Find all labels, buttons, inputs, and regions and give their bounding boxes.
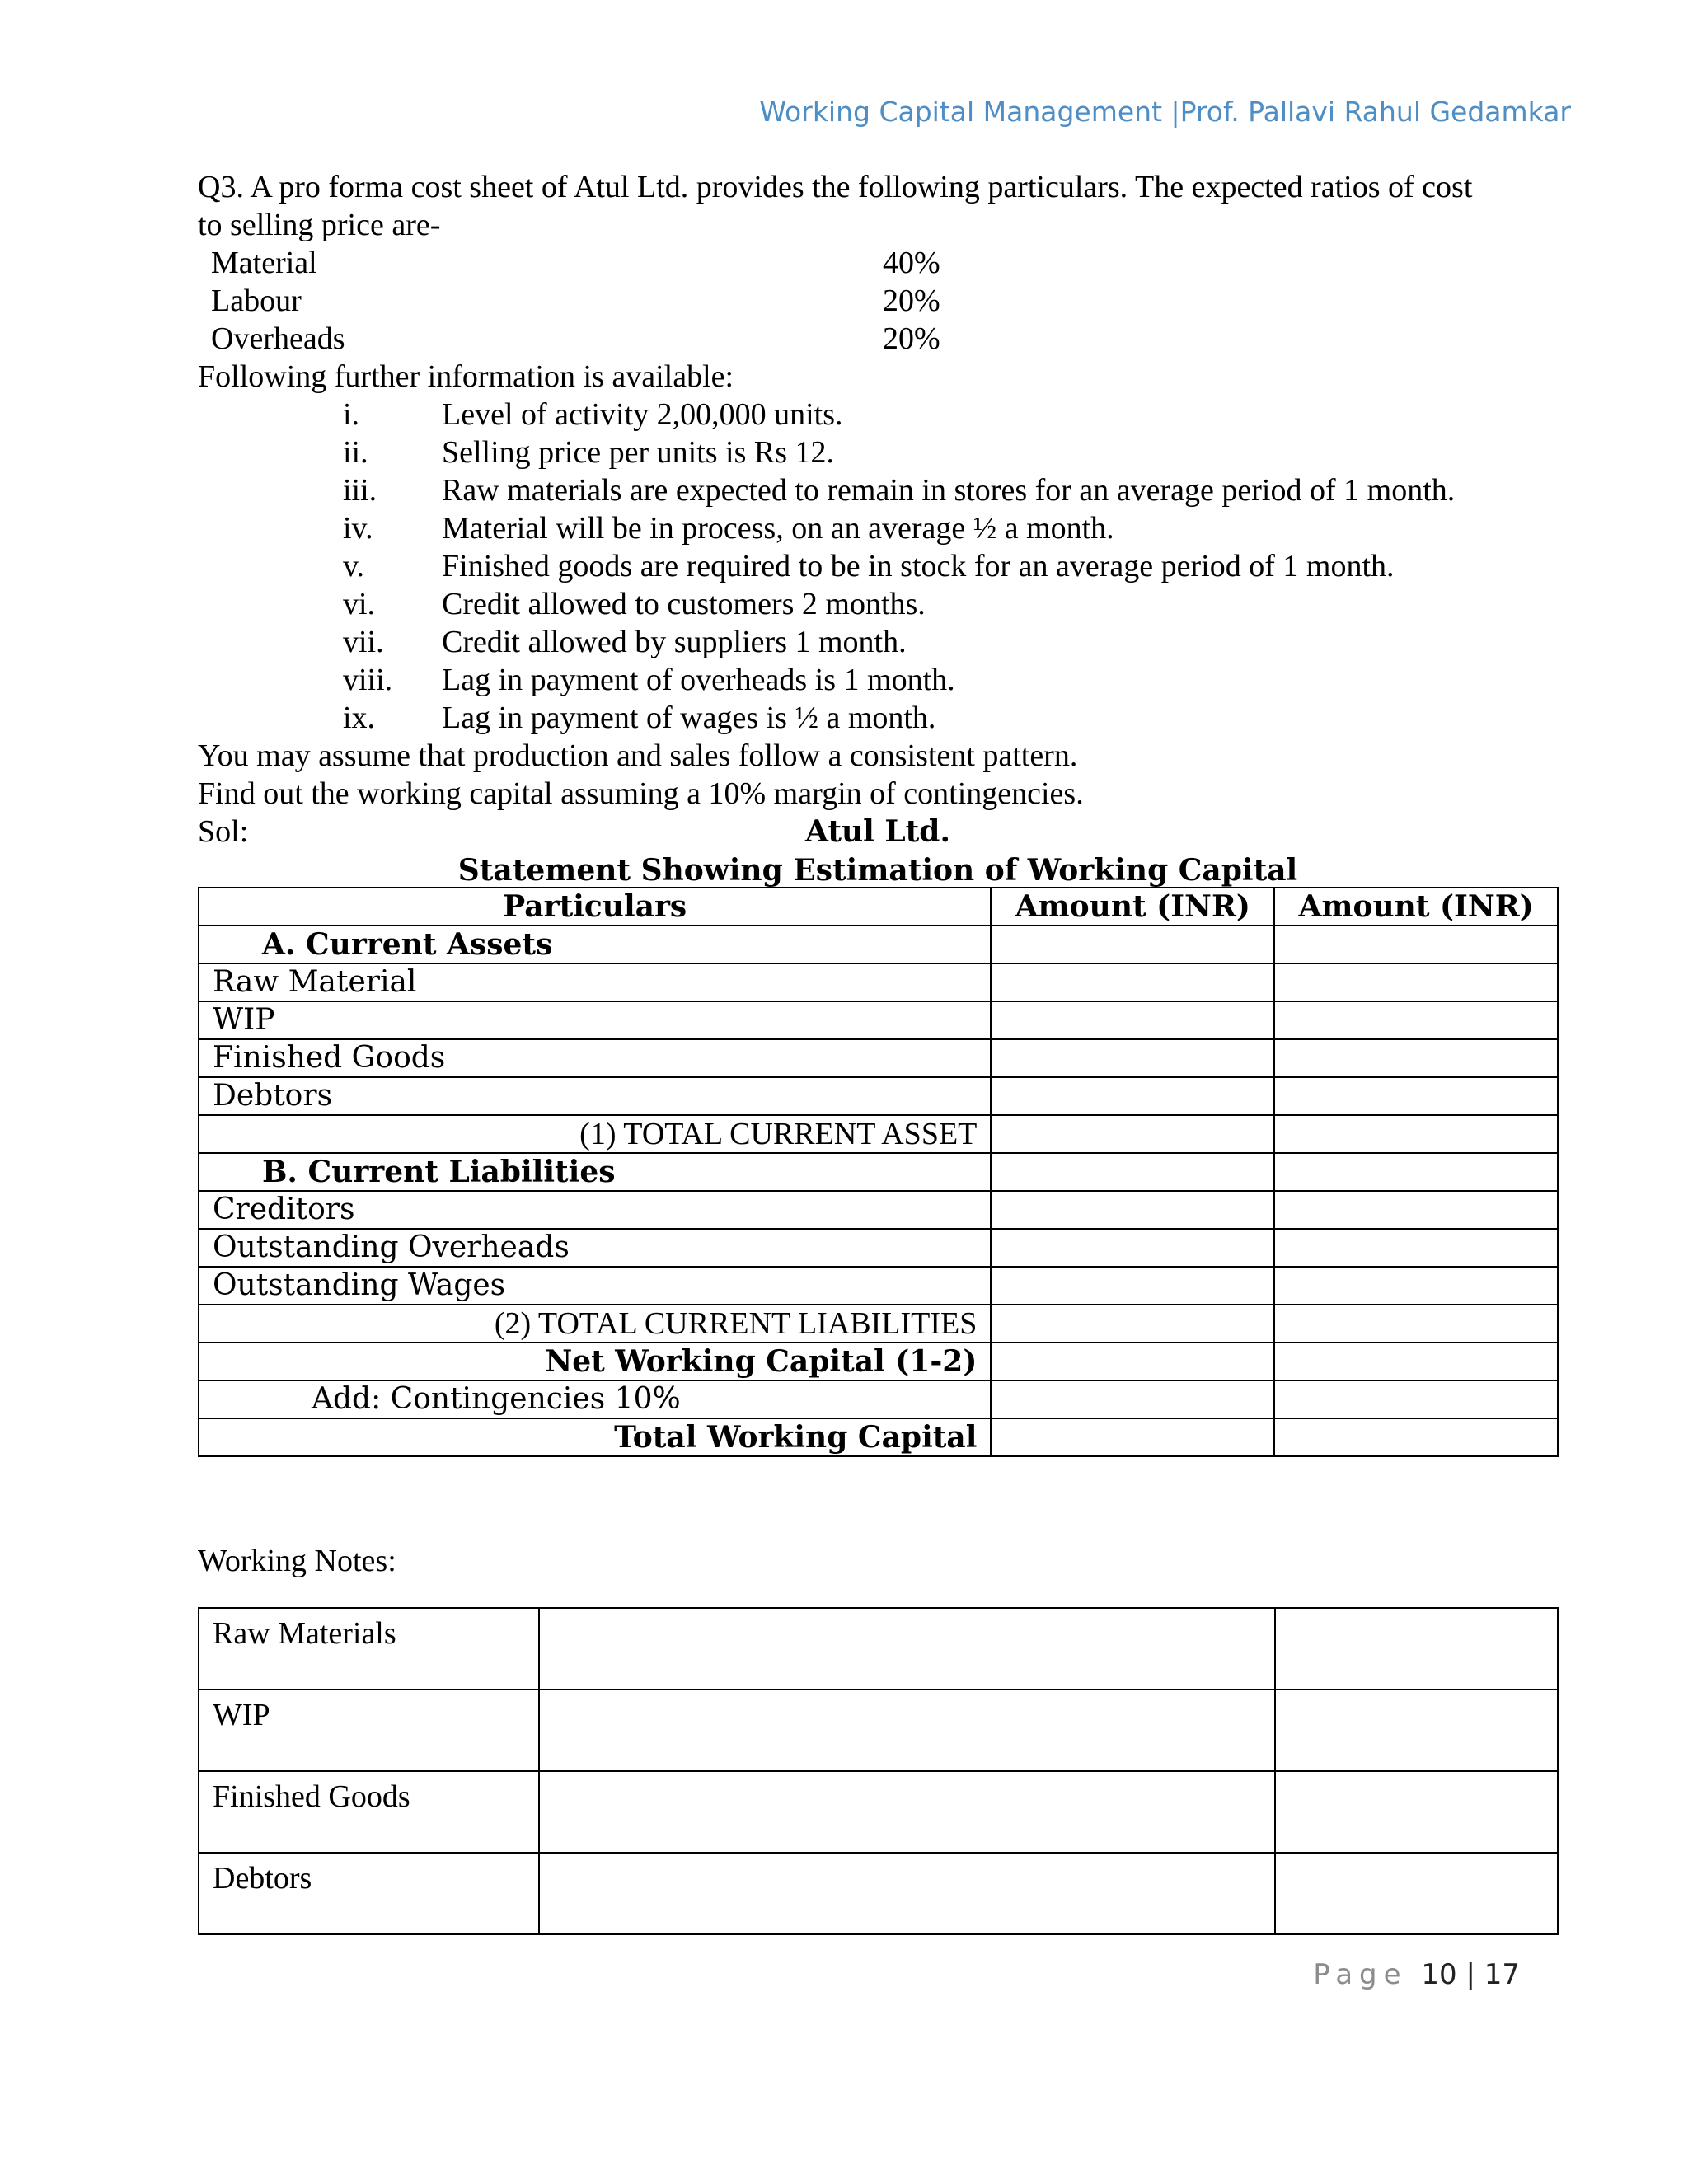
info-item-text: Level of activity 2,00,000 units. [442, 397, 843, 432]
table-row [199, 1115, 1558, 1153]
add-contingencies-label: Add: Contingencies 10% [199, 1380, 991, 1418]
working-note-label: Finished Goods [199, 1771, 539, 1853]
running-header: Working Capital Management |Prof. Pallavi Rahul Gedamkar [759, 96, 1571, 128]
info-item-number: iv. [343, 511, 373, 546]
working-note-calculation-cell [539, 1608, 1274, 1690]
table-row [199, 1380, 1558, 1418]
amount-cell [1274, 963, 1558, 1001]
info-item-text: Credit allowed to customers 2 months. [442, 587, 926, 621]
info-item [198, 547, 1558, 585]
find-line: Find out the working capital assuming a 10% margin of contingencies. [198, 776, 1084, 811]
table-row [199, 963, 1558, 1001]
amount-cell [1274, 1153, 1558, 1191]
table-row [199, 1267, 1558, 1305]
question-block [198, 168, 1558, 890]
ratio-value: 20% [883, 321, 940, 356]
table-row [199, 1191, 1558, 1229]
working-note-amount-cell [1275, 1608, 1558, 1690]
question-intro-line-1: Q3. A pro forma cost sheet of Atul Ltd. provides the following particulars. The expected ratios of cost [198, 170, 1473, 204]
amount-cell [991, 1153, 1274, 1191]
working-notes-heading: Working Notes: [198, 1544, 396, 1578]
column-header-amount: Amount (INR) [991, 888, 1274, 926]
working-note-calculation-cell [539, 1690, 1274, 1771]
total-current-asset-label: (1) TOTAL CURRENT ASSET [199, 1115, 991, 1153]
statement-title: Statement Showing Estimation of Working Capital [457, 853, 1298, 888]
ratio-value: 20% [883, 284, 940, 318]
info-item-number: ix. [343, 701, 376, 735]
page-word: Page [1313, 1958, 1408, 1991]
section-heading-current-liabilities: B. Current Liabilities [199, 1153, 991, 1191]
amount-cell [991, 1191, 1274, 1229]
info-item [198, 585, 1558, 623]
row-label: Outstanding Overheads [199, 1229, 991, 1267]
page-number: 10 [1421, 1958, 1457, 1991]
info-item [198, 623, 1558, 661]
total-current-liabilities-label: (2) TOTAL CURRENT LIABILITIES [199, 1305, 991, 1343]
info-item-text: Material will be in process, on an average ½ a month. [442, 511, 1114, 546]
assumption-line: You may assume that production and sales follow a consistent pattern. [198, 738, 1078, 773]
amount-cell [991, 1305, 1274, 1343]
table-row [199, 1229, 1558, 1267]
question-intro-line-2: to selling price are- [198, 208, 441, 242]
ratio-value: 40% [883, 246, 940, 280]
amount-cell [1274, 1418, 1558, 1456]
amount-cell [991, 1229, 1274, 1267]
amount-cell [1274, 1305, 1558, 1343]
amount-cell [991, 1077, 1274, 1115]
amount-cell [1274, 1229, 1558, 1267]
info-item [198, 471, 1558, 509]
table-row [199, 1001, 1558, 1039]
table-row [199, 1305, 1558, 1343]
amount-cell [1274, 1380, 1558, 1418]
row-label: Finished Goods [199, 1039, 991, 1077]
info-item-text: Finished goods are required to be in stock for an average period of 1 month. [442, 549, 1395, 583]
company-title: Atul Ltd. [805, 814, 950, 849]
info-item-text: Lag in payment of wages is ½ a month. [442, 701, 936, 735]
table-row [199, 1418, 1558, 1456]
amount-cell [1274, 1001, 1558, 1039]
info-item [198, 434, 1558, 471]
table-row [199, 1771, 1558, 1853]
table-row [199, 926, 1558, 963]
info-item-number: vi. [343, 587, 376, 621]
info-item-number: v. [343, 549, 365, 583]
table-row [199, 1077, 1558, 1115]
amount-cell [1274, 926, 1558, 963]
further-info-heading: Following further information is available: [198, 359, 734, 394]
amount-cell [1274, 1267, 1558, 1305]
working-note-calculation-cell [539, 1853, 1274, 1934]
amount-cell [1274, 1115, 1558, 1153]
solution-label: Sol: [198, 814, 249, 849]
info-item [198, 699, 1558, 737]
table-row [199, 1853, 1558, 1934]
amount-cell [1274, 1191, 1558, 1229]
working-note-amount-cell [1275, 1690, 1558, 1771]
info-item-number: i. [343, 397, 360, 432]
page-footer [1313, 1958, 1520, 1991]
info-item-number: ii. [343, 435, 368, 470]
table-row [199, 1039, 1558, 1077]
table-row [199, 1690, 1558, 1771]
page-separator: | [1465, 1958, 1475, 1991]
table-row [199, 1343, 1558, 1380]
solution-line [198, 813, 1558, 851]
amount-cell [991, 926, 1274, 963]
info-item [198, 661, 1558, 699]
amount-cell [991, 1001, 1274, 1039]
working-capital-statement-table [198, 887, 1559, 1457]
row-label: Outstanding Wages [199, 1267, 991, 1305]
amount-cell [991, 1380, 1274, 1418]
ratio-label: Labour [211, 284, 302, 318]
column-header-particulars: Particulars [199, 888, 991, 926]
amount-cell [991, 963, 1274, 1001]
info-item-number: iii. [343, 473, 377, 508]
amount-cell [1274, 1343, 1558, 1380]
amount-cell [1274, 1039, 1558, 1077]
ratio-label: Overheads [211, 321, 345, 356]
amount-cell [1274, 1077, 1558, 1115]
table-row [199, 1608, 1558, 1690]
info-item [198, 509, 1558, 547]
amount-cell [991, 1343, 1274, 1380]
section-heading-current-assets: A. Current Assets [199, 926, 991, 963]
total-working-capital-label: Total Working Capital [199, 1418, 991, 1456]
table-header-row [199, 888, 1558, 926]
ratio-row-material [198, 244, 1558, 282]
amount-cell [991, 1418, 1274, 1456]
working-note-amount-cell [1275, 1853, 1558, 1934]
info-item-number: vii. [343, 625, 384, 659]
page-total: 17 [1484, 1958, 1520, 1991]
info-item-text: Lag in payment of overheads is 1 month. [442, 663, 955, 697]
amount-cell [991, 1267, 1274, 1305]
column-header-amount: Amount (INR) [1274, 888, 1558, 926]
working-note-label: Raw Materials [199, 1608, 539, 1690]
row-label: WIP [199, 1001, 991, 1039]
info-item-number: viii. [343, 663, 393, 697]
working-note-label: Debtors [199, 1853, 539, 1934]
ratio-row-overheads [198, 320, 1558, 358]
ratio-label: Material [211, 246, 317, 280]
row-label: Raw Material [199, 963, 991, 1001]
working-note-calculation-cell [539, 1771, 1274, 1853]
info-item-text: Credit allowed by suppliers 1 month. [442, 625, 907, 659]
working-notes-table [198, 1607, 1559, 1935]
net-working-capital-label: Net Working Capital (1-2) [199, 1343, 991, 1380]
row-label: Creditors [199, 1191, 991, 1229]
ratio-row-labour [198, 282, 1558, 320]
amount-cell [991, 1039, 1274, 1077]
info-item [198, 396, 1558, 434]
row-label: Debtors [199, 1077, 991, 1115]
info-item-text: Raw materials are expected to remain in stores for an average period of 1 month. [442, 473, 1456, 508]
table-row [199, 1153, 1558, 1191]
amount-cell [991, 1115, 1274, 1153]
working-note-label: WIP [199, 1690, 539, 1771]
info-item-text: Selling price per units is Rs 12. [442, 435, 835, 470]
working-note-amount-cell [1275, 1771, 1558, 1853]
